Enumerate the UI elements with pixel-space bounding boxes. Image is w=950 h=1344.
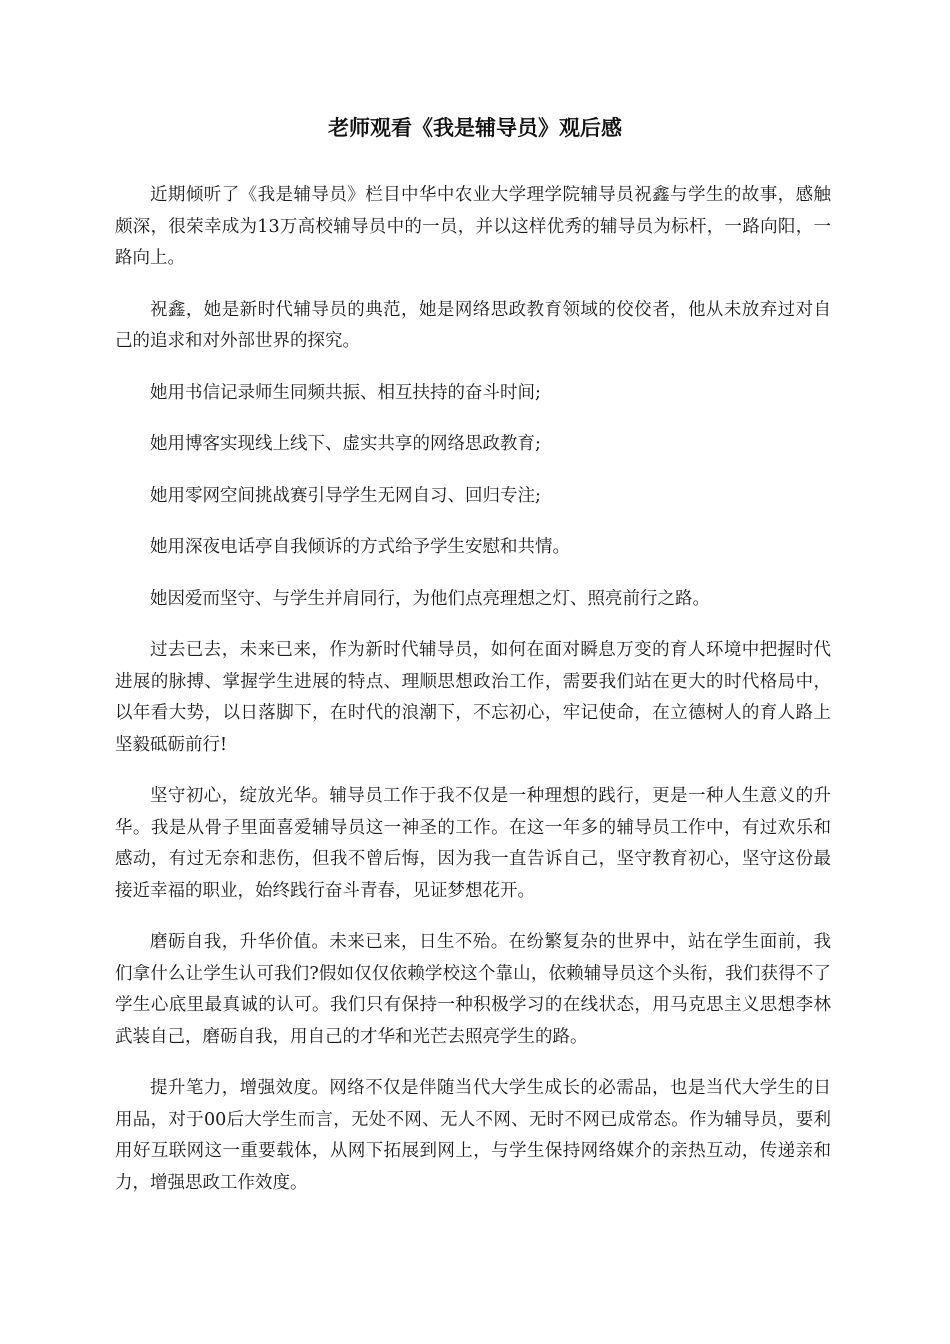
paragraph: 近期倾听了《我是辅导员》栏目中华中农业大学理学院辅导员祝鑫与学生的故事，感触颇深，很荣幸成为13万高校辅导员中的一员，并以这样优秀的辅导员为标杆，一路向阳，一路向上。 bbox=[115, 185, 831, 268]
paragraph: 她用书信记录师生同频共振、相互扶持的奋斗时间; bbox=[150, 382, 541, 403]
paragraph: 提升笔力，增强效度。网络不仅是伴随当代大学生成长的必需品，也是当代大学生的日用品，对于00后大学生而言，无处不网、无人不网、无时不网已成常态。作为辅导员，要利用好互联网这一重要载体，从网下拓展到网上，与学生保持网络媒介的亲热互动，传递亲和力，增强思政工作效度。 bbox=[115, 1078, 831, 1193]
paragraph: 她用零网空间挑战赛引导学生无网自习、回归专注; bbox=[150, 485, 541, 506]
paragraph: 她因爱而坚守、与学生并肩同行，为他们点亮理想之灯、照亮前行之路。 bbox=[150, 588, 710, 609]
paragraph: 坚守初心，绽放光华。辅导员工作于我不仅是一种理想的践行，更是一种人生意义的升华。我是从骨子里面喜爱辅导员这一神圣的工作。在这一年多的辅导员工作中，有过欢乐和感动，有过无奈和悲伤，但我不曾后悔，因为我一直告诉自己，坚守教育初心，坚守这份最接近幸福的职业，始终践行奋斗青春，见证梦想花开。 bbox=[115, 786, 831, 901]
document-body bbox=[115, 180, 831, 1219]
paragraph: 磨砺自我，升华价值。未来已来，日生不殆。在纷繁复杂的世界中，站在学生面前，我们拿什么让学生认可我们?假如仅仅依赖学校这个靠山，依赖辅导员这个头衔，我们获得不了学生心底里最真诚的认可。我们只有保持一种积极学习的在线状态，用马克思主义思想李林武装自己，磨砺自我，用自己的才华和光芒去照亮学生的路。 bbox=[115, 932, 831, 1047]
paragraph: 她用博客实现线上线下、虚实共享的网络思政教育; bbox=[150, 434, 541, 454]
paragraph: 过去已去，未来已来，作为新时代辅导员，如何在面对瞬息万变的育人环境中把握时代进展的脉搏、掌握学生进展的特点、理顺思想政治工作，需要我们站在更大的时代格局中，以年看大势，以日落脚下，在时代的浪潮下，不忘初心，牢记使命，在立德树人的育人路上坚毅砥砺前行! bbox=[115, 640, 831, 755]
paragraph: 她用深夜电话亭自我倾诉的方式给予学生安慰和共情。 bbox=[150, 537, 570, 557]
document-title: 老师观看《我是辅导员》观后感 bbox=[328, 116, 622, 140]
paragraph: 祝鑫，她是新时代辅导员的典范，她是网络思政教育领域的佼佼者，他从未放弃过对自己的追求和对外部世界的探究。 bbox=[115, 299, 831, 351]
